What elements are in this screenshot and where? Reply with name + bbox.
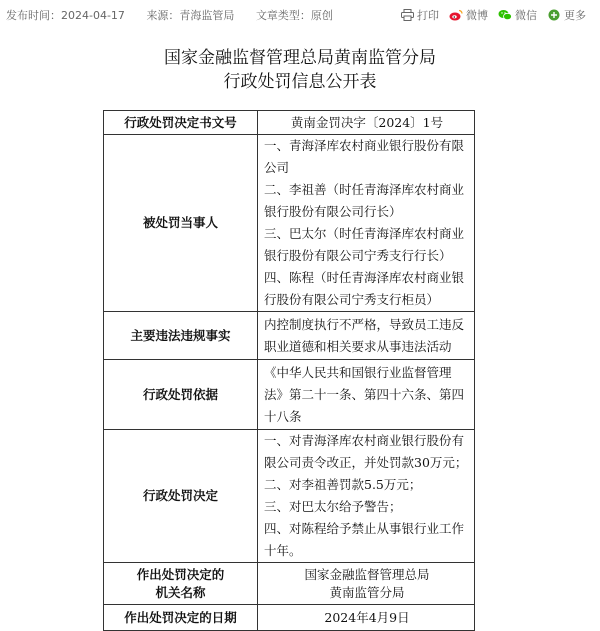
- authority-label-line: 机关名称: [155, 584, 206, 600]
- party-line: 行股份有限公司宁秀支行柜员）: [264, 292, 440, 307]
- authority-line: 黄南监管分局: [329, 584, 405, 600]
- basis-line: 十八条: [264, 408, 302, 424]
- plus-circle-icon: [547, 8, 561, 22]
- decision-line: 四、对陈程给予禁止从事银行业工作: [264, 521, 465, 536]
- label-violation-facts: 主要违法违规事实: [104, 312, 258, 360]
- authority-label-line: 作出处罚决定的: [136, 566, 225, 582]
- party-line: 公司: [264, 160, 290, 175]
- party-line: 银行股份有限公司宁秀支行行长）: [264, 248, 452, 263]
- decision-line: 二、对李祖善罚款5.5万元；: [264, 477, 422, 492]
- row-penalty-decision: [104, 430, 475, 563]
- weibo-icon: [449, 8, 463, 22]
- basis-line: 《中华人民共和国银行业监督管理: [264, 364, 452, 380]
- printer-icon: [400, 8, 414, 22]
- value-legal-basis: [258, 360, 475, 430]
- print-label: 打印: [417, 9, 439, 22]
- label-decision-date: 作出处罚决定的日期: [104, 605, 258, 631]
- more-share-button[interactable]: [547, 7, 586, 23]
- row-decision-number: [104, 111, 475, 135]
- document-title: [0, 46, 600, 94]
- row-legal-basis: [104, 360, 475, 430]
- article-meta-bar: [0, 0, 600, 30]
- title-form: 行政处罚信息公开表: [223, 72, 377, 92]
- authority-line: 国家金融监督管理总局: [304, 566, 430, 582]
- share-bar: [400, 7, 586, 23]
- weibo-label: 微博: [466, 9, 488, 22]
- row-violation-facts: [104, 312, 475, 360]
- decision-line: 限公司责令改正，并处罚款30万元；: [264, 455, 468, 470]
- decision-line: 三、对巴太尔给予警告；: [264, 499, 402, 514]
- article-source: 来源：青海监管局: [146, 9, 235, 22]
- decision-line: 十年。: [264, 543, 302, 558]
- value-penalized-parties: [258, 135, 475, 312]
- label-penalized-parties: 被处罚当事人: [104, 135, 258, 312]
- value-decision-date: 2024年4月9日: [258, 605, 475, 631]
- wechat-share-button[interactable]: [498, 7, 537, 23]
- basis-line: 法》第二十一条、第四十六条、第四: [264, 386, 465, 402]
- party-line: 一、青海泽库农村商业银行股份有限: [264, 138, 465, 153]
- value-violation-facts: [258, 312, 475, 360]
- fact-line: 内控制度执行不严格，导致员工违反: [264, 316, 465, 332]
- title-agency: 国家金融监督管理总局黄南监管分局: [164, 48, 436, 68]
- label-deciding-authority: [104, 563, 258, 605]
- weibo-share-button[interactable]: [449, 7, 488, 23]
- more-label: 更多: [564, 9, 586, 22]
- article-type: 文章类型：原创: [255, 9, 333, 22]
- row-deciding-authority: [104, 563, 475, 605]
- row-decision-date: [104, 605, 475, 631]
- value-penalty-decision: [258, 430, 475, 563]
- wechat-icon: [498, 8, 512, 22]
- wechat-label: 微信: [515, 9, 537, 22]
- decision-line: 一、对青海泽库农村商业银行股份有: [264, 433, 465, 448]
- party-line: 银行股份有限公司行长）: [264, 204, 402, 219]
- article-meta: [6, 7, 351, 23]
- fact-line: 职业道德和相关要求从事违法活动: [264, 338, 452, 354]
- label-legal-basis: 行政处罚依据: [104, 360, 258, 430]
- value-decision-number: 黄南金罚决字〔2024〕1号: [258, 111, 475, 135]
- party-line: 四、陈程（时任青海泽库农村商业银: [264, 270, 465, 285]
- party-line: 三、巴太尔（时任青海泽库农村商业: [264, 226, 465, 241]
- row-penalized-parties: [104, 135, 475, 312]
- label-penalty-decision: 行政处罚决定: [104, 430, 258, 563]
- label-decision-number: 行政处罚决定书文号: [104, 111, 258, 135]
- publish-time: 发布时间：2024-04-17: [6, 9, 125, 22]
- value-deciding-authority: [258, 563, 475, 605]
- party-line: 二、李祖善（时任青海泽库农村商业: [264, 182, 465, 197]
- penalty-info-table: [103, 110, 475, 631]
- print-button[interactable]: [400, 7, 439, 23]
